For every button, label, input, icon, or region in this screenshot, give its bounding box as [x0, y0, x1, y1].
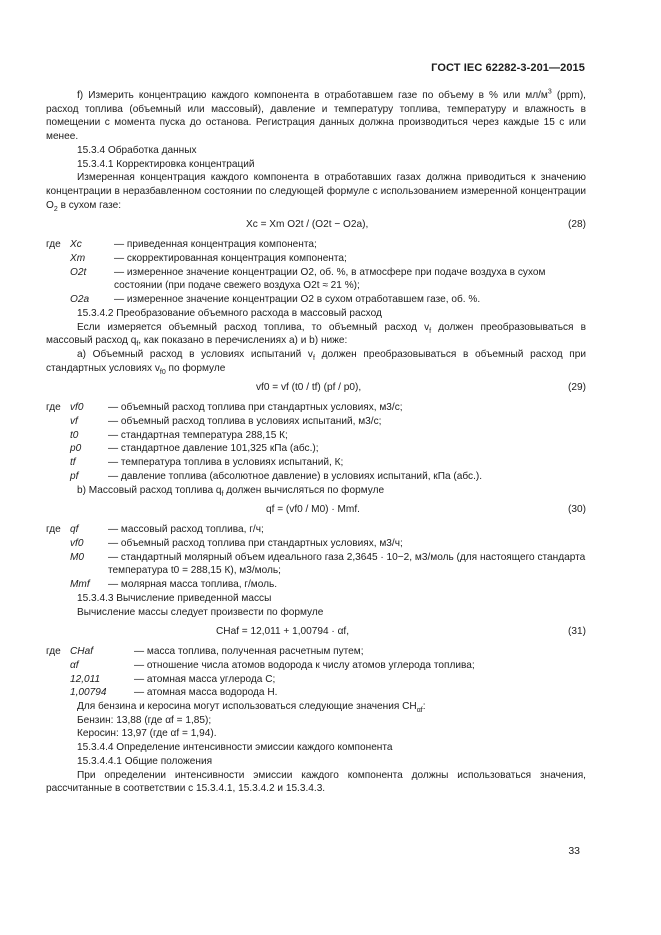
paragraph-measured-text: Измеренная концентрация каждого компонента в отработавших газах должна приводиться к значению концентрации в неразбавленном состоянии по следующей формуле с использованием измеренной концентрации O — [46, 172, 586, 211]
heading-15-3-4-3: 15.3.4.3 Вычисление приведенной массы — [77, 592, 272, 604]
formula-28-expression: Xc = Xm O2t / (O2t − O2a), — [246, 219, 369, 231]
definitions-31 — [46, 645, 586, 700]
paragraph-fuel-values — [46, 700, 586, 714]
definition-symbol: M0 — [70, 551, 85, 563]
definition-prefix — [46, 293, 70, 307]
definition-symbol: t0 — [70, 429, 79, 441]
paragraph-volume-part3: , как показано в перечислениях a) и b) ниже: — [138, 335, 348, 347]
paragraph-b-sub: f — [221, 490, 224, 498]
definition-text: — скорректированная концентрация компонента; — [114, 253, 347, 265]
definition-row — [46, 442, 586, 456]
paragraph-volume — [46, 321, 586, 348]
definition-prefix — [46, 659, 70, 673]
paragraph-f-part2: (ppm), расход топлива (объемный или массовый), давление и температуру топлива, температуру и влажность в помещении с момента пуска до останова. Регистрация данных должна производиться через каждые 15 с или менее. — [46, 90, 586, 143]
definition-text: — давление топлива (абсолютное давление) в условиях испытаний, кПа (абс.). — [108, 470, 483, 482]
heading-15-3-4-4-1: 15.3.4.4.1 Общие положения — [77, 755, 213, 767]
formula-30 — [46, 497, 586, 523]
definition-text: — объемный расход топлива в условиях испытаний, м3/с; — [108, 416, 382, 428]
definition-row — [46, 415, 586, 429]
formula-31-expression: CHaf = 12,011 + 1,00794 · αf, — [216, 626, 350, 638]
definition-row — [46, 523, 586, 537]
definition-prefix — [46, 686, 70, 700]
definition-text: — масса топлива, полученная расчетным путем; — [134, 646, 364, 658]
definition-symbol: tf — [70, 457, 76, 469]
paragraph-fuel-values-part2: : — [422, 701, 426, 713]
paragraph-fuel-values-sub: αf — [416, 707, 423, 715]
definition-symbol: vf0 — [70, 402, 84, 414]
definition-prefix — [46, 456, 70, 470]
definition-prefix: где — [46, 524, 61, 536]
definition-text: — атомная масса углерода С; — [134, 673, 276, 685]
definition-symbol: O2a — [70, 294, 90, 306]
definition-row — [46, 645, 586, 659]
definition-text: — температура топлива в условиях испытаний, К; — [108, 457, 344, 469]
definition-row — [46, 578, 586, 592]
definition-text: — измеренное значение концентрации O2, об. %, в атмосфере при подаче воздуха в сухом состоянии (при подаче свежего воздуха O2t ≈ 21 %); — [114, 266, 546, 292]
definition-symbol: Xm — [70, 253, 86, 265]
paragraph-gasoline: Бензин: 13,88 (где αf = 1,85); — [77, 714, 212, 726]
definition-symbol: CHaf — [70, 646, 93, 658]
paragraph-b-part2: должен вычисляться по формуле — [223, 484, 385, 496]
heading-15-3-4-4: 15.3.4.4 Определение интенсивности эмиссии каждого компонента — [77, 742, 393, 754]
formula-29-expression: vf0 = vf (t0 / tf) (pf / p0), — [256, 382, 362, 394]
paragraph-f-part1: f) Измерить концентрацию каждого компонента в отработавшем газе по объему в % или мл/м — [77, 90, 548, 101]
paragraph-kerosene: Керосин: 13,97 (где αf = 1,94). — [77, 728, 217, 740]
heading-15-3-4: 15.3.4 Обработка данных — [77, 144, 197, 156]
definition-text: — объемный расход топлива при стандартных условиях, м3/с; — [108, 402, 403, 414]
formula-29-number: (29) — [568, 382, 586, 394]
definition-prefix — [46, 551, 70, 578]
definition-prefix — [46, 470, 70, 484]
definition-row — [46, 266, 586, 293]
paragraph-volume-sub1: f — [429, 327, 432, 335]
definition-symbol: p0 — [70, 443, 82, 455]
definition-prefix — [46, 429, 70, 443]
definition-symbol: vf — [70, 416, 78, 428]
definition-symbol: Xc — [70, 239, 82, 251]
heading-15-3-4-1: 15.3.4.1 Корректировка концентраций — [77, 158, 255, 170]
paragraph-a — [46, 348, 586, 375]
formula-30-number: (30) — [568, 504, 586, 516]
definition-prefix — [46, 252, 70, 266]
definition-text: — измеренное значение концентрации O2 в сухом отработавшем газе, об. %. — [114, 294, 481, 306]
definitions-28 — [46, 238, 586, 307]
definition-row — [46, 686, 586, 700]
definition-prefix: где — [46, 239, 61, 251]
definitions-30 — [46, 523, 586, 592]
definition-symbol: qf — [70, 524, 79, 536]
paragraph-volume-sub2: f — [136, 341, 139, 349]
definition-row — [46, 238, 586, 252]
definition-row — [46, 551, 586, 578]
document-body — [46, 89, 586, 796]
definition-prefix — [46, 266, 70, 293]
paragraph-a-part1: a) Объемный расход в условиях испытаний v — [77, 348, 313, 360]
definition-prefix — [46, 537, 70, 551]
paragraph-volume-part1: Если измеряется объемный расход топлива, то объемный расход v — [77, 321, 430, 333]
paragraph-a-sub2: f0 — [159, 368, 166, 376]
definition-symbol: O2t — [70, 266, 87, 278]
formula-31-number: (31) — [568, 626, 586, 638]
formula-31 — [46, 619, 586, 645]
definition-prefix — [46, 673, 70, 687]
heading-15-3-4-2: 15.3.4.2 Преобразование объемного расхода в массовый расход — [77, 307, 382, 319]
definition-row — [46, 537, 586, 551]
formula-29 — [46, 375, 586, 401]
definition-text: — отношение числа атомов водорода к числу атомов углерода топлива; — [134, 659, 475, 671]
paragraph-b — [46, 484, 586, 498]
definition-prefix: где — [46, 646, 61, 658]
definition-text: — стандартный молярный объем идеального газа 2,3645 · 10−2, м3/моль (для настоящего стандарта температура t0 = 288,15 К), м3/моль; — [108, 551, 586, 577]
definitions-29 — [46, 401, 586, 483]
definition-text: — объемный расход топлива при стандартных условиях, м3/ч; — [108, 537, 403, 549]
definition-row — [46, 252, 586, 266]
paragraph-measured-sub: 2 — [53, 205, 58, 213]
paragraph-fuel-values-part1: Для бензина и керосина могут использоваться следующие значения CH — [77, 701, 417, 713]
definition-row — [46, 456, 586, 470]
definition-symbol: pf — [70, 470, 79, 482]
definition-symbol: 1,00794 — [70, 687, 107, 699]
page-number: 33 — [568, 845, 580, 857]
definition-prefix: где — [46, 402, 61, 414]
paragraph-f — [46, 89, 586, 144]
definition-symbol: αf — [70, 659, 79, 671]
paragraph-f-sup: 3 — [547, 88, 552, 96]
definition-row — [46, 470, 586, 484]
paragraph-calc: Вычисление массы следует произвести по формуле — [77, 606, 324, 618]
definition-prefix — [46, 578, 70, 592]
definition-prefix — [46, 442, 70, 456]
paragraph-a-part3: по формуле — [165, 362, 226, 374]
definition-text: — массовый расход топлива, г/ч; — [108, 524, 264, 536]
definition-text: — молярная масса топлива, г/моль. — [108, 579, 278, 591]
paragraph-a-part2: должен преобразовываться в объемный расход при стандартных условиях v — [46, 348, 586, 374]
formula-30-expression: qf = (vf0 / M0) · Mmf. — [266, 504, 360, 516]
standard-header: ГОСТ IEC 62282-3-201—2015 — [431, 62, 585, 74]
definition-text: — стандартная температура 288,15 К; — [108, 429, 288, 441]
definition-symbol: vf0 — [70, 537, 84, 549]
paragraph-measured — [46, 171, 586, 212]
paragraph-volume-part2: должен преобразовываться в массовый расход q — [46, 321, 586, 347]
definition-row — [46, 673, 586, 687]
definition-text: — атомная масса водорода Н. — [134, 687, 278, 699]
paragraph-a-sub1: f — [312, 354, 315, 362]
definition-row — [46, 659, 586, 673]
definition-row — [46, 401, 586, 415]
definition-symbol: 12,011 — [70, 673, 101, 685]
definition-text: — стандартное давление 101,325 кПа (абс.); — [108, 443, 319, 455]
definition-row — [46, 293, 586, 307]
paragraph-final: При определении интенсивности эмиссии каждого компонента должны использоваться значения, рассчитанные в соответствии с 15.3.4.1, 15.3.4.2 и 15.3.4.3. — [46, 769, 586, 795]
paragraph-measured-end: в сухом газе: — [57, 199, 122, 211]
definition-text: — приведенная концентрация компонента; — [114, 239, 317, 251]
definition-row — [46, 429, 586, 443]
formula-28-number: (28) — [568, 219, 586, 231]
formula-28 — [46, 212, 586, 238]
definition-prefix — [46, 415, 70, 429]
paragraph-b-part1: b) Массовый расход топлива q — [77, 484, 222, 496]
definition-symbol: Mmf — [70, 579, 90, 591]
